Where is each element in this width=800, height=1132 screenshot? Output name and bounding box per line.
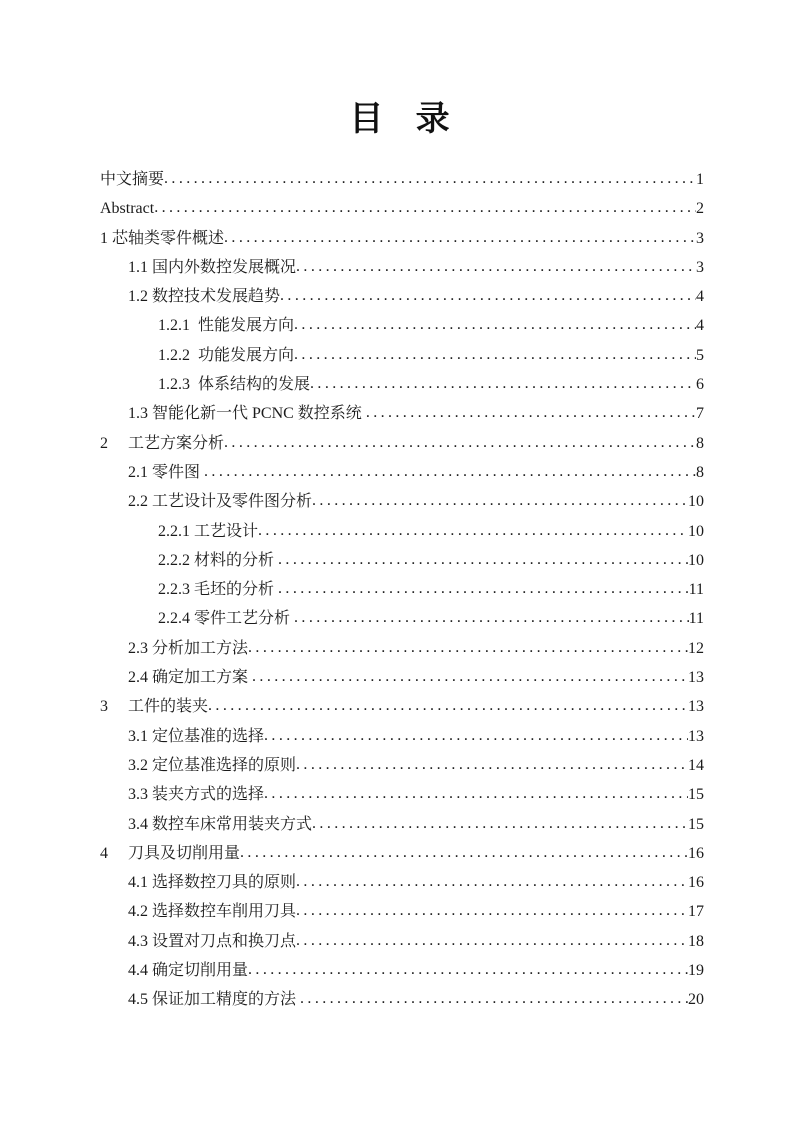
dot-leader bbox=[296, 896, 688, 925]
dot-leader bbox=[278, 545, 688, 574]
toc-entry-page: 13 bbox=[688, 727, 704, 745]
toc-entry-page: 13 bbox=[688, 669, 704, 687]
toc-entry-page: 10 bbox=[688, 551, 704, 569]
toc-entry-page: 3 bbox=[696, 258, 704, 276]
toc-entry-label: 2.4 确定加工方案 bbox=[128, 669, 253, 687]
dot-leader bbox=[204, 457, 696, 486]
toc-entry[interactable] bbox=[100, 897, 704, 926]
dot-leader bbox=[224, 428, 696, 457]
dot-leader bbox=[296, 252, 696, 281]
toc-entry-label: 2.2.2 材料的分析 bbox=[158, 551, 279, 569]
toc-entry[interactable] bbox=[100, 311, 704, 340]
toc-entry-page: 16 bbox=[688, 844, 704, 862]
dot-leader bbox=[294, 603, 689, 632]
toc-entry[interactable] bbox=[100, 341, 704, 370]
toc-entry-label: 2.2 工艺设计及零件图分析 bbox=[128, 493, 313, 511]
toc-entry-label: 3 工件的装夹 bbox=[100, 698, 209, 716]
toc-entry[interactable] bbox=[100, 487, 704, 516]
toc-entry-page: 10 bbox=[688, 493, 704, 511]
dot-leader bbox=[294, 340, 696, 369]
dot-leader bbox=[264, 779, 688, 808]
toc-entry-label: 4.4 确定切削用量 bbox=[128, 962, 249, 980]
toc-entry-label: 1.3 智能化新一代 PCNC 数控系统 bbox=[128, 405, 366, 423]
toc-entry-page: 15 bbox=[688, 786, 704, 804]
dot-leader bbox=[264, 721, 688, 750]
toc-entry[interactable] bbox=[100, 370, 704, 399]
toc-entry-label: 1.2.1 性能发展方向 bbox=[158, 317, 295, 335]
page-title: 目 录 bbox=[349, 100, 451, 138]
toc-entry-label: 3.2 定位基准选择的原则 bbox=[128, 756, 297, 774]
toc-entry-label: 1 芯轴类零件概述 bbox=[100, 229, 225, 247]
toc-entry-label: 中文摘要 bbox=[100, 171, 165, 188]
toc-entry[interactable] bbox=[100, 282, 704, 311]
dot-leader bbox=[366, 398, 696, 427]
dot-leader bbox=[312, 809, 688, 838]
toc-entry[interactable] bbox=[100, 194, 704, 223]
dot-leader bbox=[278, 574, 689, 603]
toc-entry-label: 2.3 分析加工方法 bbox=[128, 639, 249, 657]
dot-leader bbox=[300, 984, 688, 1013]
toc-entry-page: 2 bbox=[696, 200, 704, 218]
toc-entry-label: 2.2.1 工艺设计 bbox=[158, 522, 259, 540]
toc-entry-page: 16 bbox=[688, 874, 704, 892]
toc-entry-page: 1 bbox=[696, 171, 704, 188]
dot-leader bbox=[240, 838, 688, 867]
toc-entry-label: 4.5 保证加工精度的方法 bbox=[128, 991, 301, 1009]
toc-entry-page: 3 bbox=[696, 229, 704, 247]
toc-entry[interactable] bbox=[100, 517, 704, 546]
toc-entry-label: 3.1 定位基准的选择 bbox=[128, 727, 265, 745]
toc-entry[interactable] bbox=[100, 165, 704, 194]
dot-leader bbox=[294, 310, 696, 339]
toc-entry[interactable] bbox=[100, 751, 704, 780]
toc-entry[interactable] bbox=[100, 634, 704, 663]
dot-leader bbox=[154, 193, 696, 222]
toc-entry-page: 11 bbox=[688, 610, 704, 628]
toc-entry-label: 1.2.3 体系结构的发展 bbox=[158, 376, 311, 394]
toc-entry-label: 3.3 装夹方式的选择 bbox=[128, 786, 265, 804]
toc-entry-page: 13 bbox=[688, 698, 704, 716]
toc-entry-label: 2.1 零件图 bbox=[128, 463, 205, 481]
dot-leader bbox=[248, 955, 688, 984]
toc-list bbox=[0, 165, 800, 1015]
toc-entry[interactable] bbox=[100, 458, 704, 487]
toc-entry[interactable] bbox=[100, 224, 704, 253]
toc-entry[interactable] bbox=[100, 927, 704, 956]
toc-entry-page: 18 bbox=[688, 932, 704, 950]
toc-entry[interactable] bbox=[100, 868, 704, 897]
toc-entry-label: 1.2.2 功能发展方向 bbox=[158, 346, 295, 364]
toc-entry-page: 4 bbox=[696, 317, 704, 335]
toc-entry-page: 14 bbox=[688, 756, 704, 774]
toc-entry-page: 8 bbox=[696, 434, 704, 452]
dot-leader bbox=[252, 662, 688, 691]
toc-entry[interactable] bbox=[100, 985, 704, 1014]
toc-entry-page: 7 bbox=[696, 405, 704, 423]
toc-entry[interactable] bbox=[100, 253, 704, 282]
toc-entry-page: 5 bbox=[696, 346, 704, 364]
toc-entry[interactable] bbox=[100, 663, 704, 692]
toc-entry-label: 2 工艺方案分析 bbox=[100, 434, 225, 452]
dot-leader bbox=[312, 486, 688, 515]
dot-leader bbox=[224, 223, 696, 252]
dot-leader bbox=[258, 516, 688, 545]
toc-entry[interactable] bbox=[100, 810, 704, 839]
toc-entry-page: 17 bbox=[688, 903, 704, 921]
toc-entry-page: 11 bbox=[688, 581, 704, 599]
toc-entry-page: 15 bbox=[688, 815, 704, 833]
toc-entry[interactable] bbox=[100, 956, 704, 985]
toc-entry-page: 20 bbox=[688, 991, 704, 1009]
toc-entry-page: 19 bbox=[688, 962, 704, 980]
toc-entry-page: 4 bbox=[696, 288, 704, 306]
toc-entry-label: Abstract bbox=[100, 200, 155, 218]
toc-entry-label: 4 刀具及切削用量 bbox=[100, 844, 241, 862]
toc-entry[interactable] bbox=[100, 604, 704, 633]
toc-entry[interactable] bbox=[100, 546, 704, 575]
dot-leader bbox=[280, 281, 696, 310]
dot-leader bbox=[310, 369, 696, 398]
toc-entry-label: 2.2.4 零件工艺分析 bbox=[158, 610, 295, 628]
toc-entry-page: 6 bbox=[696, 376, 704, 394]
toc-entry[interactable] bbox=[100, 722, 704, 751]
toc-entry-page: 10 bbox=[688, 522, 704, 540]
dot-leader bbox=[296, 867, 688, 896]
toc-entry[interactable] bbox=[100, 575, 704, 604]
toc-entry-label: 2.2.3 毛坯的分析 bbox=[158, 581, 279, 599]
toc-entry-label: 4.3 设置对刀点和换刀点 bbox=[128, 932, 297, 950]
dot-leader bbox=[164, 164, 696, 193]
toc-entry-page: 8 bbox=[696, 463, 704, 481]
toc-entry[interactable] bbox=[100, 399, 704, 428]
dot-leader bbox=[248, 633, 688, 662]
toc-entry-page: 12 bbox=[688, 639, 704, 657]
dot-leader bbox=[296, 926, 688, 955]
dot-leader bbox=[296, 750, 688, 779]
toc-entry-label: 3.4 数控车床常用装夹方式 bbox=[128, 815, 313, 833]
toc-entry[interactable] bbox=[100, 429, 704, 458]
toc-entry[interactable] bbox=[100, 692, 704, 721]
dot-leader bbox=[208, 691, 688, 720]
toc-entry-label: 1.1 国内外数控发展概况 bbox=[128, 258, 297, 276]
toc-entry[interactable] bbox=[100, 780, 704, 809]
toc-entry-label: 4.1 选择数控刀具的原则 bbox=[128, 874, 297, 892]
toc-entry[interactable] bbox=[100, 839, 704, 868]
toc-entry-label: 4.2 选择数控车削用刀具 bbox=[128, 903, 297, 921]
toc-entry-label: 1.2 数控技术发展趋势 bbox=[128, 288, 281, 306]
